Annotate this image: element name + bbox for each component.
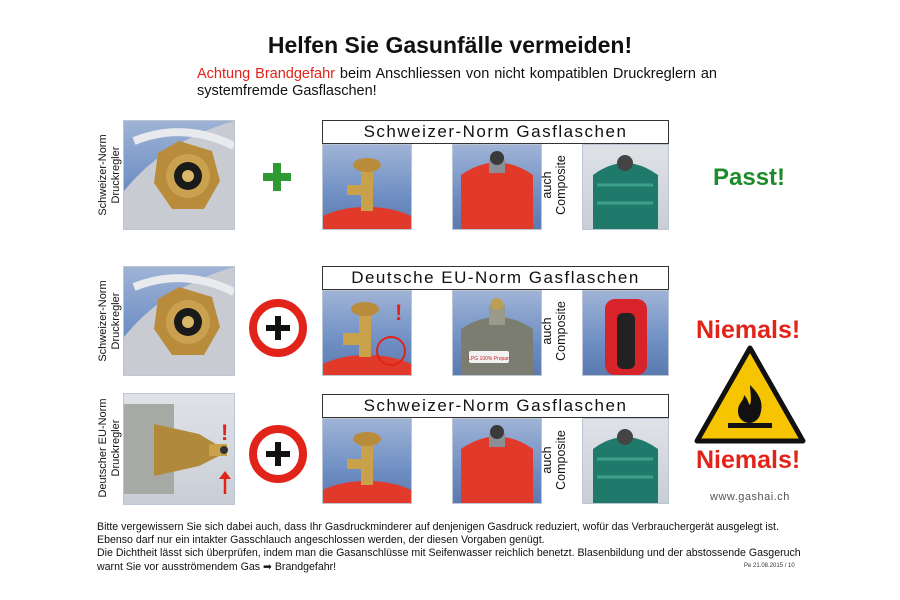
band-row1: Schweizer-Norm Gasflaschen <box>322 120 669 144</box>
page-title: Helfen Sie Gasunfälle vermeiden! <box>267 32 633 58</box>
regulator-label-row3: Deutscher EU-Norm Druckregler <box>97 398 122 498</box>
swiss-valve-photo-row1 <box>322 144 412 230</box>
eu-composite-bottle-photo <box>582 290 669 376</box>
fire-hazard-icon <box>694 345 806 445</box>
footer-notes <box>97 521 813 574</box>
band-row2: Deutsche EU-Norm Gasflaschen <box>322 266 669 290</box>
red-bottle-photo-row1 <box>452 144 542 230</box>
swiss-valve-photo-row3 <box>322 418 412 504</box>
bottle-sticker-text: LPG 100% Propan <box>468 356 510 362</box>
exclamation-mark-valve: ! <box>395 300 403 325</box>
forbidden-icon-row3 <box>248 424 308 484</box>
verdict-passt: Passt! <box>713 164 786 191</box>
fire-warning-text: Achtung Brandgefahr <box>197 66 335 82</box>
verdict-niemals-bottom: Niemals! <box>696 446 801 474</box>
website-link[interactable]: www.gashai.ch <box>710 491 790 503</box>
footer-paragraph-1: Bitte vergewissern Sie sich dabei auch, dass Ihr Gasdruckminderer auf denjenigen Gasdruck reduziert, wofür das Verbrauchergerät ausgelegt ist. Ebenso darf nur ein intakter Gasschlauch angeschlossen werden, der diesen Vorgaben genügt. <box>97 521 779 547</box>
composite-label-row1: auch Composite <box>540 155 568 215</box>
swiss-regulator-photo-row2 <box>123 266 235 376</box>
regulator-label-row2: Schweizer-Norm Druckregler <box>97 280 122 362</box>
composite-label-row2: auch Composite <box>540 301 568 361</box>
eu-gray-bottle-photo <box>452 290 542 376</box>
red-arrow-icon <box>218 470 232 494</box>
subtitle <box>197 66 717 100</box>
green-plus-icon <box>262 162 292 192</box>
verdict-niemals-top: Niemals! <box>696 316 801 344</box>
swiss-regulator-photo <box>123 120 235 230</box>
subtitle-text: beim Anschliessen von nicht kompatiblen Druckreglern an systemfremde Gasflaschen! <box>197 66 717 99</box>
composite-bottle-photo-row3 <box>582 418 669 504</box>
red-bottle-photo-row3 <box>452 418 542 504</box>
regulator-label-row1: Schweizer-Norm Druckregler <box>97 134 122 216</box>
forbidden-icon-row2 <box>248 298 308 358</box>
exclamation-mark-regulator: ! <box>221 420 229 445</box>
date-stamp: Pe 21.08.2015 / 10 <box>744 563 795 569</box>
footer-paragraph-2: Die Dichtheit lässt sich überprüfen, indem man die Gasanschlüsse mit Seifenwasser reichlich benetzt. Blasenbildung und der abstossende Gasgeruch warnt Sie vor ausströmendem Gas ➡ Brandgefahr! <box>97 547 801 573</box>
band-row3: Schweizer-Norm Gasflaschen <box>322 394 669 418</box>
composite-label-row3: auch Composite <box>540 430 568 490</box>
composite-bottle-photo-row1 <box>582 144 669 230</box>
